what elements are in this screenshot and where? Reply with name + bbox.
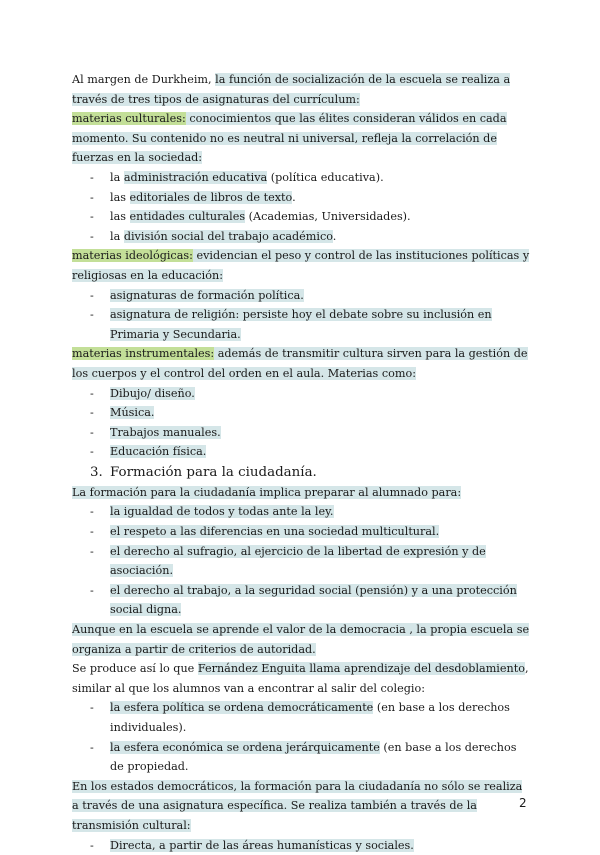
estados-highlight: En los estados democráticos, la formación para la ciudadanía no sólo se realiza a través de una asignatura específica. Se realiza también a través de la transmisión cultural: [72,779,523,832]
item-text: . [332,229,337,243]
intro-paragraph [72,70,532,109]
ciudadania-list [72,502,532,620]
instrumentales-list [72,384,532,462]
item-highlight: el respeto a las diferencias en una sociedad multicultural. [110,525,440,539]
item-highlight: entidades culturales [129,210,246,224]
item-text: (Academias, Universidades). [245,210,411,224]
item-text: las [110,190,130,204]
item-highlight: la igualdad de todos y todas ante la ley. [110,505,334,519]
item-text: (en base a los derechos individuales). [110,701,510,734]
list-item [72,698,532,737]
item-highlight: administración educativa [123,170,268,184]
estados-paragraph [72,777,532,836]
item-highlight: Dibujo/ diseño. [110,386,195,400]
intro-highlight: La formación para la ciudadanía implica preparar al alumnado para: [72,485,462,499]
item-highlight: el derecho al trabajo, a la seguridad social (pensión) y a una protección social digna. [110,583,517,617]
list-item [72,442,532,462]
list-item [72,522,532,542]
ciudadania-intro [72,483,532,503]
list-item [72,305,532,344]
list-item [72,542,532,581]
section-number: 3. [90,464,103,480]
list-item [72,738,532,777]
list-item [72,207,532,227]
list-item [72,403,532,423]
instrumentales-paragraph [72,344,532,383]
ideologicas-paragraph [72,246,532,285]
item-highlight: asignatura de religión: persiste hoy el debate sobre su inclusión en Primaria y Secundaria. [110,308,492,341]
page-content [72,70,532,855]
list-item [72,168,532,188]
item-text: la [110,170,124,184]
esferas-list [72,698,532,776]
item-highlight: asignaturas de formación política. [110,288,304,302]
item-highlight: Trabajos manuales. [110,425,221,439]
list-item [72,384,532,404]
item-text: la [110,229,124,243]
final-list [72,836,532,855]
item-highlight: Directa, a partir de las áreas humanísticas y sociales. [110,838,414,852]
item-text: (en base a los derechos de propiedad. [110,740,517,774]
list-item [72,227,532,247]
intro-highlight: la función de socialización de la escuela se realiza a través de tres tipos de asignaturas del currículum: [72,73,511,106]
ideologicas-list [72,286,532,345]
fernandez-paragraph [72,659,532,698]
ideologicas-term: materias ideológicas: [72,249,193,263]
list-item [72,286,532,306]
aunque-highlight: Aunque en la escuela se aprende el valor de la democracia , la propia escuela se organiza a partir de criterios de autoridad. [72,623,530,656]
list-item [72,836,532,855]
item-highlight: el derecho al sufragio, al ejercicio de la libertad de expresión y de asociación. [110,544,486,578]
item-text: (política educativa). [267,170,384,184]
fernandez-highlight: Fernández Enguita llama aprendizaje del desdoblamiento [197,662,525,676]
item-highlight: Educación física. [110,445,207,459]
fernandez-tail: , similar al que los alumnos van a encontrar al salir del colegio: [72,662,529,695]
ideologicas-desc: evidencian el peso y control de las instituciones políticas y religiosas en la educación: [72,249,530,282]
list-item [72,502,532,522]
item-highlight: editoriales de libros de texto [129,190,293,204]
section-heading [72,463,532,483]
page-number: 2 [519,796,527,810]
item-highlight: la esfera política se ordena democráticamente [110,701,374,715]
item-text: las [110,210,130,224]
culturales-term: materias culturales: [72,112,186,126]
item-text: . [292,190,296,204]
item-highlight: división social del trabajo académico [123,229,333,243]
list-item [72,581,532,620]
culturales-paragraph [72,109,532,168]
aunque-paragraph [72,620,532,659]
instrumentales-term: materias instrumentales: [72,347,215,361]
list-item [72,188,532,208]
list-item [72,423,532,443]
culturales-desc: conocimientos que las élites consideran válidos en cada momento. Su contenido no es neutral ni universal, refleja la correlación de fuerzas en la sociedad: [72,112,507,165]
instrumentales-desc: además de transmitir cultura sirven para la gestión de los cuerpos y el control del orden en el aula. Materias como: [72,347,528,380]
item-highlight: la esfera económica se ordena jerárquicamente [110,740,380,754]
item-highlight: Música. [110,406,155,420]
culturales-list [72,168,532,246]
intro-lead: Al margen de Durkheim, [72,73,216,86]
fernandez-lead: Se produce así lo que [72,662,198,676]
section-title: Formación para la ciudadanía. [110,464,317,480]
